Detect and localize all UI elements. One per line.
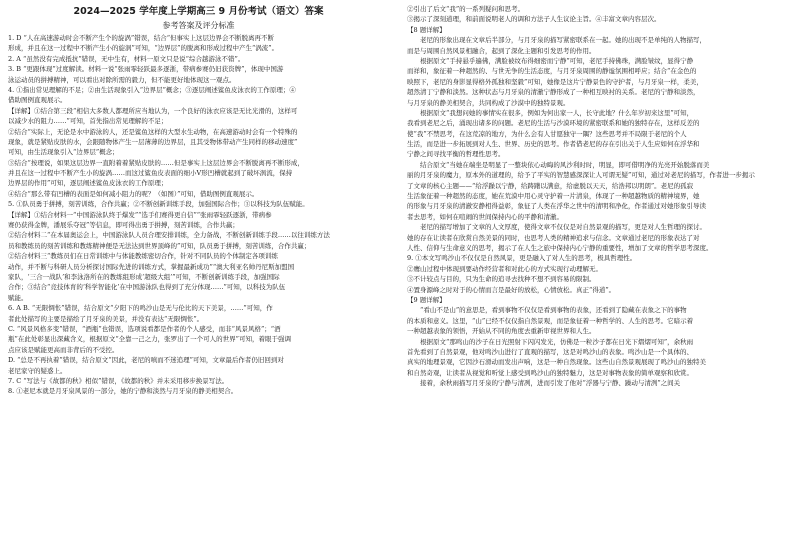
- left-text-line: 【详解】①结合第三段“相信大多数人都理所应当地认为，一个良好的泳衣应该是无比光滑的，这样可: [8, 106, 298, 115]
- left-text-line: 点应该是赋能更高而非背后的不受控。: [8, 345, 119, 354]
- left-text-line: 赋能。: [8, 293, 28, 302]
- left-text-line: 6. A B. “无限惆怅”错误，结合原文“夕阳下的鸣沙山是无与伦比的天下美景，……”可知，作: [8, 304, 273, 313]
- left-text-line: 瓶”在此处彰显出深藏含义，根据原文“全靠一己之力，张罗出了一个可人的世界”可知，着眼于强调: [8, 335, 291, 344]
- right-text-line: 而祥和，象征着一种超然的、与世无争的生活态度，与月牙泉周围的静谧氛围相呼应；结合“在金色的: [407, 67, 697, 76]
- left-text-line: 并且在这一过程中不断产生小的旋涡……而这过鲨鱼皮表面的细小V形凹槽就起到了破坏涡流，保持: [8, 169, 293, 178]
- right-text-line: 根据原文“手持悬乎遍佛，满脸被纹布得细密而宁静”可知，老尼手持佛珠，满脸皱纹，显得宁静: [420, 56, 694, 65]
- right-text-line: “看山不是山”的意思是，看到事物不仅仅是看到事物的表象，还看到了隐藏在表象之下的事物: [420, 306, 687, 315]
- right-text-line: 人性、信仰与生命意义的思考，揭示了在人生之旅中保持内心宁静的重要性，增加了文章的哲学思考深度。: [407, 243, 713, 252]
- left-text-line: 可知，由生活现象引入“边界层”概念；: [8, 148, 119, 157]
- left-text-line: 7. C “写法与《故都的秋》相似”错误，《故都的秋》并未采用移步换景写法。: [8, 376, 229, 385]
- right-text-line: 和自然奇观，让读者从视觉和听觉上感受到鸣沙山的独特魅力，这是对事物表象的简单观察和欣赏。: [407, 368, 693, 377]
- right-text-line: 宁静之间寻找平衡的哲理性思考。: [407, 150, 505, 159]
- right-text-line: 根据原文“我想问她的事情实在很多，例如为何出家一人，长守此地？什么年岁初来这里”可知，: [420, 108, 694, 117]
- left-column: [8, 33, 378, 397]
- left-text-line: ②结合“实际上，无论是水中游泳的人，还是鲨鱼这样的大型水生动物，在高速游动时会有一个特殊的: [8, 127, 298, 136]
- left-text-line: 家队，‘三合一战队’和李泳洛所在的教练组形成‘超级大组’”可知，不断创新训练手段，加强国际: [8, 272, 280, 281]
- page-subtitle: 参考答案及评分标准: [162, 21, 235, 30]
- left-text-line: 泳运动员的拼搏精神，可以看出对除所需的毅力，但不能更好地体现这一观点。: [8, 75, 236, 84]
- left-text-line: 以减少水的阻力……”可知，首先指出常见理解的不足；: [8, 117, 168, 126]
- right-text-line: 她的存在让读者在欣赏自然美景的同时，也思考人类的精神追求与信念。文章通过老尼的形象表达了对: [407, 233, 700, 242]
- left-text-line: 5. ①队员勇于拼搏，刻苦训练，合作共赢；②不断创新训练手段，加强国际合作；③以科技为队伍赋能。: [8, 200, 309, 209]
- left-text-line: 现象，就是紧贴皮肤的水，会跟随物体产生一层薄薄的边界层，且其受物体带动产生同样的移动速度”: [8, 137, 298, 146]
- left-text-line: 4. ①指出常见理解的不足；②由生活现象引入“边界层”概念；③逐层阐述鲨鱼皮泳衣的工作原理；④: [8, 85, 296, 94]
- right-text-line: 结合原文“当她在端坐是明显了一整块依心动晦的风沙利时时，明显，即可借明净的光亮开始脱落而美: [420, 160, 710, 169]
- right-text-line: 生活象征着一种超然的态度，她在荒漠中用心灵守护着一片清泉，体现了一种超越物质的精神境界，她: [407, 192, 700, 201]
- right-column: [407, 4, 785, 388]
- left-text-line: ③结合“按理说，如果这层边界一直附着着紧贴皮肤的……但是事实上这层边界会不断脱离再不断形成，: [8, 158, 304, 167]
- left-text-line: 者此处描写的主要是描绘了月牙泉的美景，并没有表达“无限惆怅”。: [8, 314, 204, 323]
- right-text-line: 接着，余秋雨描写月牙泉的宁静与清冽，进而引发了他对“浮器与宁静、躁动与清洌”之间关: [420, 379, 681, 388]
- right-text-line: 根据原文“那鸣山的沙子在日光照射下闪闪发光，仿佛是一粒沙子都在日光下熠熠可知”，余秋雨: [420, 337, 694, 346]
- left-text-line: 2. A “虽然没有完成抵抗”错误，无中生有，材料一原文只是说“综合越游泳不错”。: [8, 54, 245, 63]
- right-text-line: ②引出了后文“我”的一系列疑问和思考。: [407, 5, 525, 13]
- right-text-line: 【8 题详解】: [407, 25, 446, 34]
- right-text-line: 的本质和意义。这里，“山”已经不仅仅指自然景观，而是象征着一种哲学的、人生的思考。它暗示着: [407, 316, 694, 325]
- left-text-line: 借助图例直观展示。: [8, 96, 67, 105]
- left-text-line: 1. D “人在高速游动时会不断产生个的旋涡”错误，结合“但事实上这层边界会不断脱离再不断: [8, 34, 275, 42]
- right-text-line: 老尼的形象出现在文章后半部分，与月牙泉的描写紧密联系在一起。她的出现不是单纯的人物描写，: [420, 36, 706, 45]
- right-text-line: 超然清丁宁静和淡然。这种状态与月牙泉的清澈宁静形成了一种相互映衬的关系。老尼的宁静和淡然，: [407, 88, 700, 97]
- right-text-line: 丽的月牙泉的魔力，原本外的道理的，给予了平实的智慧感深深让人可谓无疑”可知，通过对老尼的描写，作者进一步揭示: [407, 171, 755, 180]
- left-text-line: 老尼家守的疑惑上。: [8, 366, 67, 375]
- right-text-line: 而是与周围自然风景相融合，起到了深化主题和引发思考的作用。: [407, 46, 596, 55]
- right-text-line: 9. ①本文写鸣沙山不仅仅是自然风景，更是融入了对人生的思考，极具哲理性。: [407, 254, 637, 263]
- left-text-line: ④结合“那么带有凹槽的表面是如何减小阻力的呢？（如图）”可知，借助图例直观展示。: [8, 189, 259, 198]
- left-text-line: 8. ①老尼本就是月牙泉风景的一部分，她的宁静和淡然与月牙泉的静美相契合。: [8, 387, 238, 396]
- left-text-line: D. “总是不再执着”错误，结合原文“因此，老尼的嗔而不迷追理”可知，文章最后作者仍旧回到对: [8, 356, 284, 365]
- left-text-line: 【详解】①结合材料一“中国游泳队终于爆发”“选手们赛得更自信”“张雨霏轻跃逐浙，带病参: [8, 210, 272, 219]
- right-text-line: 生活，而是进一步拓展到对人生、世界、历史的思考。作者借老尼的存在引出关于人生应如何在浮华和: [407, 140, 700, 149]
- left-text-line: 合作；③结合“竞技体育的‘科学智能化’在中国游泳队也得到了充分体现……”可知，以科技为队伍: [8, 283, 286, 292]
- left-text-line: 赛仍获得金牌，潘展乐夺冠”等信息，即可得出勇于拼搏，刻苦训练，合作共赢；: [8, 221, 239, 230]
- right-text-line: ③不计较点与目的，只为生命的追寻去找种不想不到容易的限制。: [407, 275, 596, 284]
- right-text-line: 【9 题详解】: [407, 295, 446, 304]
- right-text-line: 首先看到了自然景观，他对鸣沙山进行了直观的描写，这是对鸣沙山的表象。鸣沙山是一个具体的、: [407, 347, 693, 356]
- right-text-line: ②鹰山过程中体现到要动作经营者和对此心的方式实现行动理解无。: [407, 264, 602, 273]
- left-text-line: 形成，并且在这一过程中不断产生小的旋涡”可知，“边界层”的脱离和形成过程中产生“涡流”。: [8, 44, 279, 53]
- left-text-line: ②结合材料二“在本届奥运会上，中国游泳队人员合理安排训练，全力备战，不断创新训练手段……以往训练方法: [8, 231, 330, 240]
- right-text-line: 与月牙泉的静美相契合，共同构成了沙漠中的独特景观。: [407, 98, 570, 107]
- right-text-line: 者去思考，如何在喧闹的世间保持内心的平静和清澈。: [407, 212, 563, 221]
- left-text-line: 动作，并不断与科研人员分析探讨国际先进的训练方式，掌握最新成功”“澳大利亚名帅丹尼斯加盟国: [8, 262, 295, 271]
- right-text-line: 的形象与月牙泉的清澈安静相得益彰，象征了人类在浮华之世中的清明和净化，作者通过对她形象引导读: [407, 202, 706, 211]
- right-text-line: 一种超越表象的领悟，开始从不同的角度去重新审视世界和人生。: [407, 327, 596, 336]
- left-text-line: 3. B “更跟体现”过度解读。材料一说“张雨霏轻跃最多逐浙，带病参赛仍旧获资牌”，体现中国游: [8, 65, 284, 74]
- right-text-line: ③揭示了深刻道理，和前面说明老人的调和方法子人生议论主旨。④丰富文章内容层次。: [407, 15, 661, 24]
- right-text-line: 了文章的核心主题——“给浮躁以宁静，给踌躇以满意，给虚脱以天天，给浩邦以明朗”。老尼的孤寂: [407, 181, 694, 190]
- left-text-line: C. “风景风格多变”错误，“酒瓶”也错误，选项说看都是作者的个人感受，而非“风景风格”；“酒: [8, 324, 281, 333]
- right-text-line: 老尼的描写增加了文章的人文厚度，使得文章不仅仅是对自然景观的描写，更是对人生哲理的探讨。: [420, 223, 706, 232]
- right-text-line: 映照下，老尼的身影显得格外孤独和坚毅”可知，她像是这片宁静景色的守护者，与月牙泉一样，柔美，: [407, 77, 703, 86]
- right-text-line: 真实的地理景观，它因沙石滑动而发出声响，这是一种自然现象。这些山自然景观展现了鸣沙山的独特美: [407, 358, 706, 367]
- right-text-line: 使“我”不禁思考，在这荒凉的地方，为什么会有人甘愿独守一隅？这些思考并不局限于老尼的个人: [407, 129, 687, 138]
- left-text-line: ②结合材料三“教练员们在日常训练中与体能教练密切合作，针对不同队员的个体制定各项训练: [8, 252, 278, 261]
- left-text-line: 员和教练员的刻苦训练和教练精神便是无法达到世界顶峰的”可知，队员勇于拼搏，刻苦训练，合作共赢；: [8, 241, 311, 250]
- page-title: 2024—2025 学年度上学期高三 9 月份考试（语文）答案: [73, 6, 324, 17]
- left-text-line: 边界层的作用”可知，逐层阐述鲨鱼皮泳衣的工作原理；: [8, 179, 168, 188]
- right-text-line: 我看到老尼之后，涌现出诸多的问题。老尼的生活与沙漠环境的紧密联系和她的独特存在，这样反差的: [407, 119, 700, 128]
- right-text-line: ④置身源峰之时对于的心情而言是最好的放松，心情放松。真正“得道”。: [407, 285, 616, 294]
